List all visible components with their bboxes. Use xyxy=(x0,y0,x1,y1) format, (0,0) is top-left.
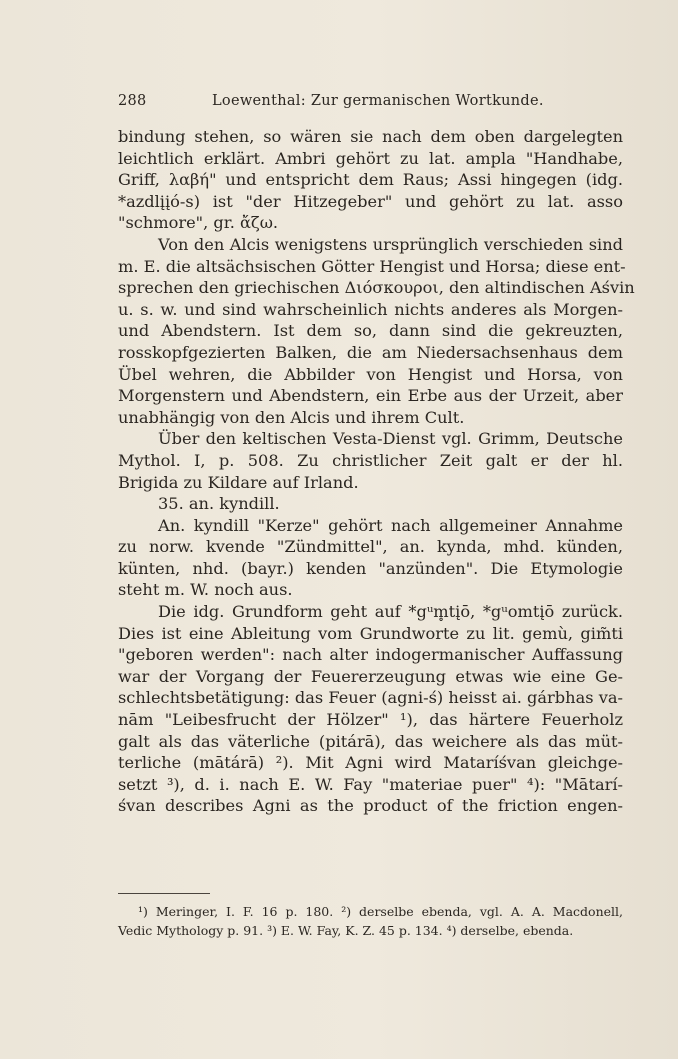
text-line: Über den keltischen Vesta-Dienst vgl. Grimm, Deutsche xyxy=(158,429,623,449)
text-line: Morgenstern und Abendstern, ein Erbe aus der Urzeit, aber xyxy=(118,386,623,406)
text-line: Griff, λαβή" und entspricht dem Raus; Assi hingegen (idg. xyxy=(118,170,623,190)
footnote-line: ¹) Meringer, I. F. 16 p. 180. ²) derselbe ebenda, vgl. A. A. Macdonell, xyxy=(138,904,623,919)
text-line: war der Vorgang der Feuererzeugung etwas wie eine Ge- xyxy=(118,666,623,686)
text-line: "schmore", gr. ἄζω. xyxy=(118,213,279,233)
text-line: Brigida zu Kildare auf Irland. xyxy=(118,472,359,492)
text-line: An. kyndill "Kerze" gehört nach allgemeiner Annahme xyxy=(158,515,623,535)
text-line: Die idg. Grundform geht auf *gᵘm̥tįō, *gᵘomtįō zurück. xyxy=(158,602,623,622)
text-line: leichtlich erklärt. Ambri gehört zu lat. ampla "Handhabe, xyxy=(118,148,623,168)
footnote-rule xyxy=(118,893,210,894)
running-title: Loewenthal: Zur germanischen Wortkunde. xyxy=(212,93,544,109)
text-line: galt als das väterliche (pitárā), das weichere als das müt- xyxy=(118,731,623,751)
text-line: sprechen den griechischen Διόσκουροι, den altindischen Aśvin xyxy=(118,278,635,298)
text-line: u. s. w. und sind wahrscheinlich nichts anderes als Morgen- xyxy=(118,299,623,319)
body-text xyxy=(118,126,635,817)
text-line: Übel wehren, die Abbilder von Hengist und Horsa, von xyxy=(118,364,623,384)
text-line: *azdlįįó-s) ist "der Hitzegeber" und gehört zu lat. asso xyxy=(118,191,623,211)
text-line: śvan describes Agni as the product of the friction engen- xyxy=(118,796,623,816)
text-line: nām "Leibesfrucht der Hölzer" ¹), das härtere Feuerholz xyxy=(118,710,623,730)
text-line: rosskopfgezierten Balken, die am Niedersachsenhaus dem xyxy=(118,342,623,362)
text-line: schlechtsbetätigung: das Feuer (agni-ś) heisst ai. gárbhas va- xyxy=(118,688,623,708)
text-line: und Abendstern. Ist dem so, dann sind die gekreuzten, xyxy=(118,321,623,341)
text-line: bindung stehen, so wären sie nach dem oben dargelegten xyxy=(118,127,623,146)
text-line: m. E. die altsächsischen Götter Hengist und Horsa; diese ent- xyxy=(118,256,626,276)
text-line: "geboren werden": nach alter indogermanischer Auffassung xyxy=(118,645,623,665)
text-line: künten, nhd. (bayr.) kenden "anzünden". Die Etymologie xyxy=(118,558,623,578)
page-number: 288 xyxy=(118,93,147,109)
text-line: Mythol. I, p. 508. Zu christlicher Zeit galt er der hl. xyxy=(118,450,623,470)
text-line: terliche (mātárā) ²). Mit Agni wird Mataríśvan gleichge- xyxy=(118,753,623,773)
text-line: unabhängig von den Alcis und ihrem Cult. xyxy=(118,407,465,427)
footnotes xyxy=(118,902,623,940)
section-heading: 35. an. kyndill. xyxy=(158,494,280,514)
running-header xyxy=(118,93,623,115)
footnote-line: Vedic Mythology p. 91. ³) E. W. Fay, K. Z. 45 p. 134. ⁴) derselbe, ebenda. xyxy=(118,923,574,938)
text-line: steht m. W. noch aus. xyxy=(118,580,293,600)
text-line: setzt ³), d. i. nach E. W. Fay "materiae puer" ⁴): "Mātarí- xyxy=(118,774,623,794)
text-line: Von den Alcis wenigstens ursprünglich verschieden sind xyxy=(158,234,623,254)
text-line: zu norw. kvende "Zündmittel", an. kynda, mhd. künden, xyxy=(118,537,623,557)
text-line: Dies ist eine Ableitung vom Grundworte zu lit. gemù, gim̃ti xyxy=(118,623,623,643)
